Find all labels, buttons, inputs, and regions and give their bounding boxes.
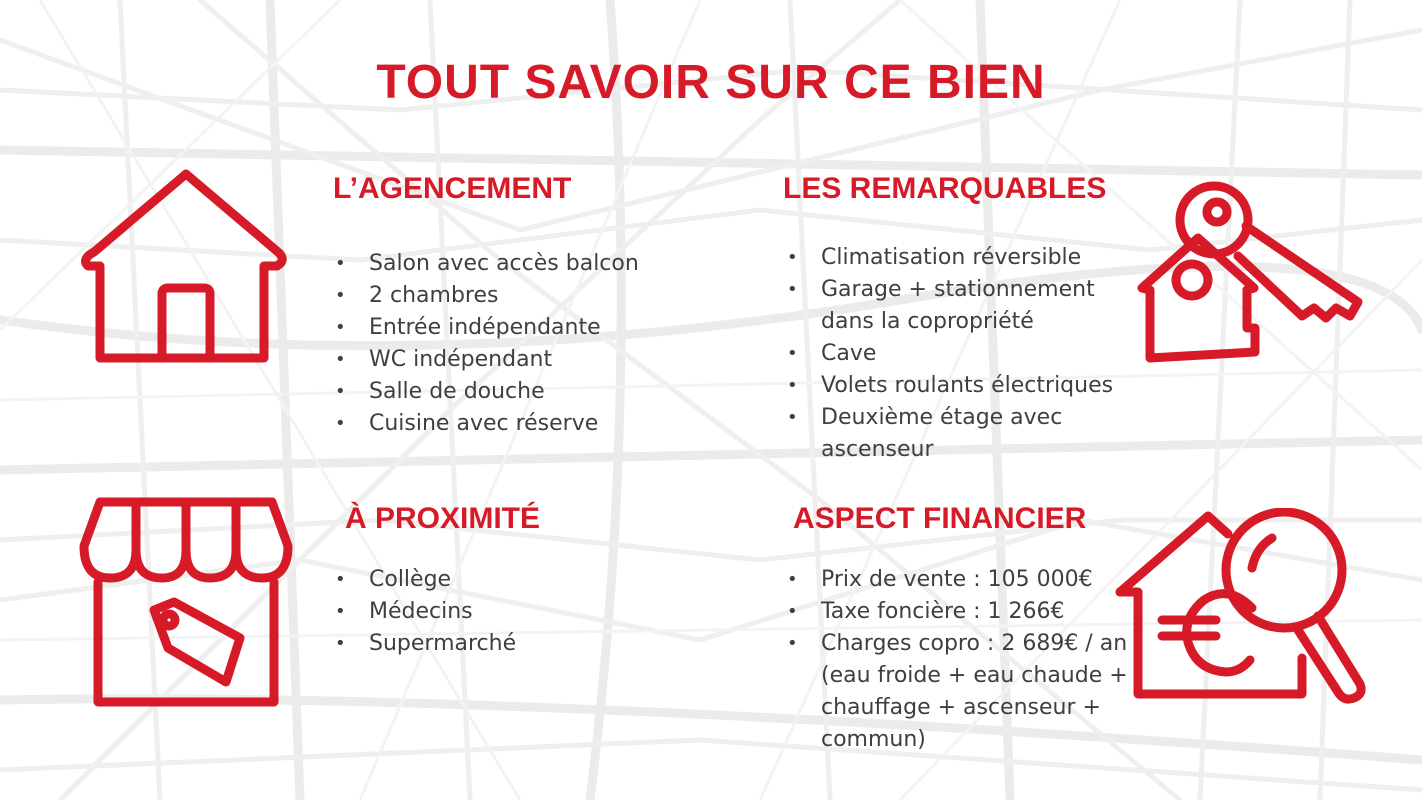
bullet: • bbox=[787, 407, 798, 428]
bullet: • bbox=[335, 285, 346, 306]
list-item: • Supermarché bbox=[333, 628, 713, 660]
list-item: • Entrée indépendante bbox=[333, 312, 733, 344]
bullet: • bbox=[335, 349, 346, 370]
list-item: • 2 chambres bbox=[333, 280, 733, 312]
bullet: • bbox=[335, 381, 346, 402]
list-item: • Volets roulants électriques bbox=[785, 370, 1130, 402]
house-icon bbox=[78, 162, 298, 372]
section-heading-proximite: À PROXIMITÉ bbox=[345, 502, 541, 535]
house-euro-magnifier-icon bbox=[1112, 508, 1374, 708]
list-item: • Prix de vente : 105 000€ bbox=[785, 564, 1130, 596]
bullet: • bbox=[787, 279, 798, 300]
financier-list bbox=[785, 564, 1130, 756]
agencement-list bbox=[333, 248, 733, 440]
bullet: • bbox=[335, 253, 346, 274]
shop-tag-icon bbox=[76, 494, 296, 712]
bullet: • bbox=[787, 601, 798, 622]
bullet: • bbox=[787, 633, 798, 654]
section-heading-agencement: L’AGENCEMENT bbox=[333, 172, 572, 205]
bullet: • bbox=[787, 343, 798, 364]
section-heading-remarquables: LES REMARQUABLES bbox=[783, 172, 1107, 205]
proximite-list bbox=[333, 564, 713, 660]
list-item: • Deuxième étage avec ascenseur bbox=[785, 402, 1130, 466]
list-item: • Taxe foncière : 1 266€ bbox=[785, 596, 1130, 628]
bullet: • bbox=[335, 317, 346, 338]
bullet: • bbox=[335, 633, 346, 654]
list-item: • Climatisation réversible bbox=[785, 242, 1130, 274]
bullet: • bbox=[787, 247, 798, 268]
page-title: TOUT SAVOIR SUR CE BIEN bbox=[376, 56, 1046, 109]
list-item: • Médecins bbox=[333, 596, 713, 628]
bullet: • bbox=[787, 375, 798, 396]
list-item: • Garage + stationnement dans la copropriété bbox=[785, 274, 1130, 338]
remarquables-list bbox=[785, 242, 1130, 466]
bullet: • bbox=[787, 569, 798, 590]
house-keys-icon bbox=[1122, 160, 1372, 375]
list-item: • Salon avec accès balcon bbox=[333, 248, 733, 280]
list-item: • WC indépendant bbox=[333, 344, 733, 376]
list-item: • Charges copro : 2 689€ / an (eau froide + eau chaude + chauffage + ascenseur + commun) bbox=[785, 628, 1130, 756]
bullet: • bbox=[335, 601, 346, 622]
section-heading-financier: ASPECT FINANCIER bbox=[793, 502, 1087, 535]
bullet: • bbox=[335, 569, 346, 590]
list-item: • Cave bbox=[785, 338, 1130, 370]
list-item: • Salle de douche bbox=[333, 376, 733, 408]
bullet: • bbox=[335, 413, 346, 434]
list-item: • Cuisine avec réserve bbox=[333, 408, 733, 440]
list-item: • Collège bbox=[333, 564, 713, 596]
